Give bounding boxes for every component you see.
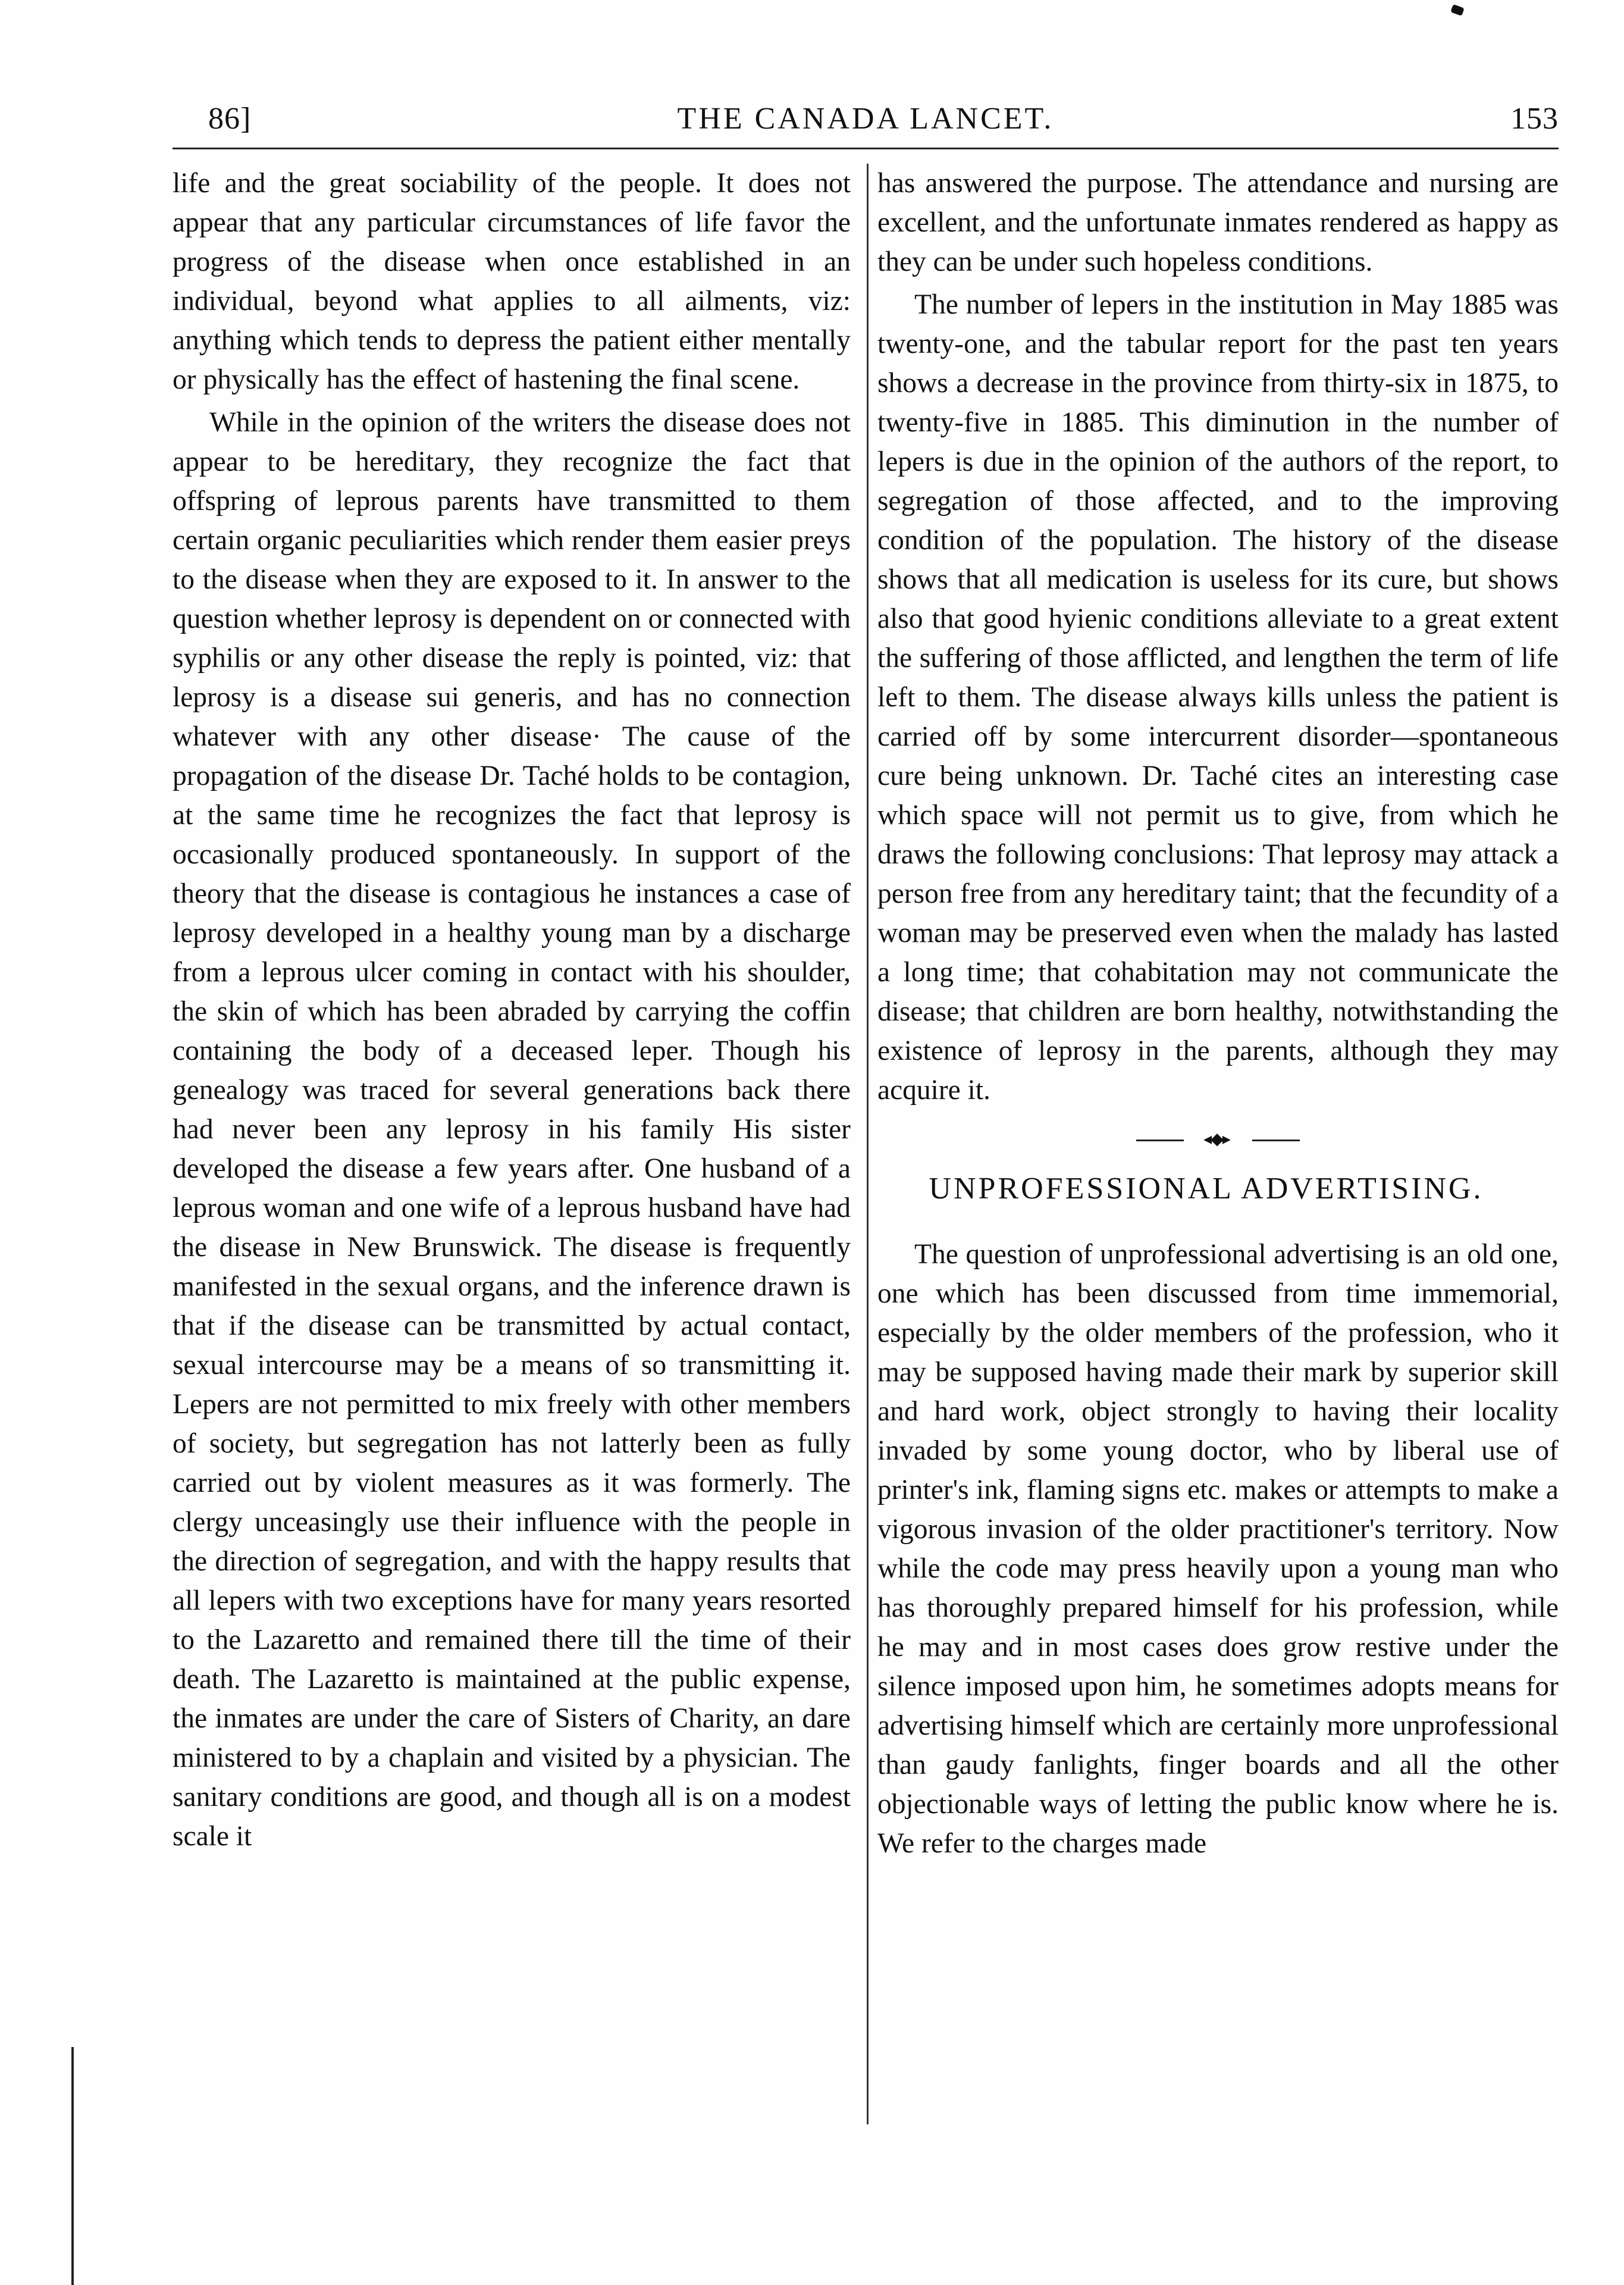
paragraph: The question of unprofessional advertising is an old one, one which has been discussed from time immemorial, especially by the older members of the profession, who it may be supposed having made their mark by superior skill and hard work, object strongly to having their locality invaded by some young doctor, who by liberal use of printer's ink, flaming signs etc. makes or attempts to make a vigorous invasion of the older practitioner's territory. Now while the code may press heavily upon a young man who has thoroughly prepared himself for his profession, while he may and in most cases does grow restive under the silence imposed upon him, he sometimes adopts means for advertising himself which are certainly more unprofessional than gaudy fanlights, finger boards and all the other objectionable ways of letting the public know where he is. We refer to the charges made (877, 1239, 1559, 1859)
paragraph: The number of lepers in the institution in May 1885 was twenty-one, and the tabular report for the past ten years shows a decrease in the province from thirty-six in 1875, to twenty-five in 1885. This diminution in the number of lepers is due in the opinion of the authors of the report, to segregation of those affected, and to the improving condition of the population. The history of the disease shows that all medication is useless for its cure, but shows also that good hyienic conditions alleviate to a great extent the suffering of those afflicted, and lengthen the term of life left to them. The disease always kills unless the patient is carried off by some intercurrent disorder—spontaneous cure being unknown. Dr. Taché cites an interesting case which space will not permit us to give, from which he draws the following conclusions: That leprosy may attack a person free from any hereditary taint; that the fecundity of a woman may be preserved even when the malady has lasted a long time; that cohabitation may not communicate the disease; that children are born healthy, notwithstanding the existence of leprosy in the parents, although they may acquire it. (877, 289, 1559, 1106)
left-column (173, 164, 851, 1856)
paragraph: has answered the purpose. The attendance and nursing are excellent, and the unfortunate inmates rendered as happy as they can be under such hopeless conditions. (877, 168, 1559, 277)
column-divider (867, 164, 869, 2124)
paragraph: life and the great sociability of the people. It does not appear that any particular circumstances of life favor the progress of the disease when once established in an individual, beyond what applies to all ailments, viz: anything which tends to depress the patient either mentally or physically has the effect of hastening the final scene. (173, 168, 851, 395)
volume-number: 86] (208, 102, 252, 136)
journal-title: THE CANADA LANCET. (677, 102, 1054, 136)
right-column (877, 164, 1559, 1863)
section-heading: UNPROFESSIONAL ADVERTISING. (929, 1172, 1484, 1206)
margin-mark (71, 2047, 74, 2285)
page-number: 153 (1510, 102, 1559, 136)
paragraph: While in the opinion of the writers the disease does not appear to be hereditary, they recognize the fact that offspring of leprous parents have transmitted to them certain organic peculiarities which render them easier preys to the disease when they are exposed to it. In answer to the question whether leprosy is dependent on or connected with syphilis or any other disease the reply is pointed, viz: that leprosy is a disease sui generis, and has no connection whatever with any other disease· The cause of the propagation of the disease Dr. Taché holds to be contagion, at the same time he recognizes the fact that leprosy is occasionally produced spontaneously. In support of the theory that the disease is contagious he instances a case of leprosy developed in a healthy young man by a discharge from a leprous ulcer coming in contact with his shoulder, the skin of which has been abraded by carrying the coffin containing the body of a deceased leper. Though his genealogy was traced for several generations back there had never been any leprosy in his family His sister developed the disease a few years after. One husband of a leprous woman and one wife of a leprous husband have had the disease in New Brunswick. The disease is frequently manifested in the sexual organs, and the inference drawn is that if the disease can be transmitted by actual contact, sexual intercourse may be a means of so transmitting it. Lepers are not permitted to mix freely with other members of society, but segregation has not latterly been as fully carried out by violent measures as it was formerly. The clergy unceasingly use their influence with the people in the direction of segregation, and with the happy results that all lepers with two exceptions have for many years resorted to the Lazaretto and remained there till the time of their death. The Lazaretto is maintained at the public expense, the inmates are under the care of Sisters of Charity, an dare ministered to by a chaplain and visited by a physician. The sanitary conditions are good, and though all is on a modest scale it (173, 407, 851, 1852)
running-header (173, 101, 1559, 149)
section-divider-ornament: ◂◆▸ (877, 1120, 1559, 1156)
header-rule (173, 148, 1559, 149)
ink-mark (1450, 4, 1465, 16)
